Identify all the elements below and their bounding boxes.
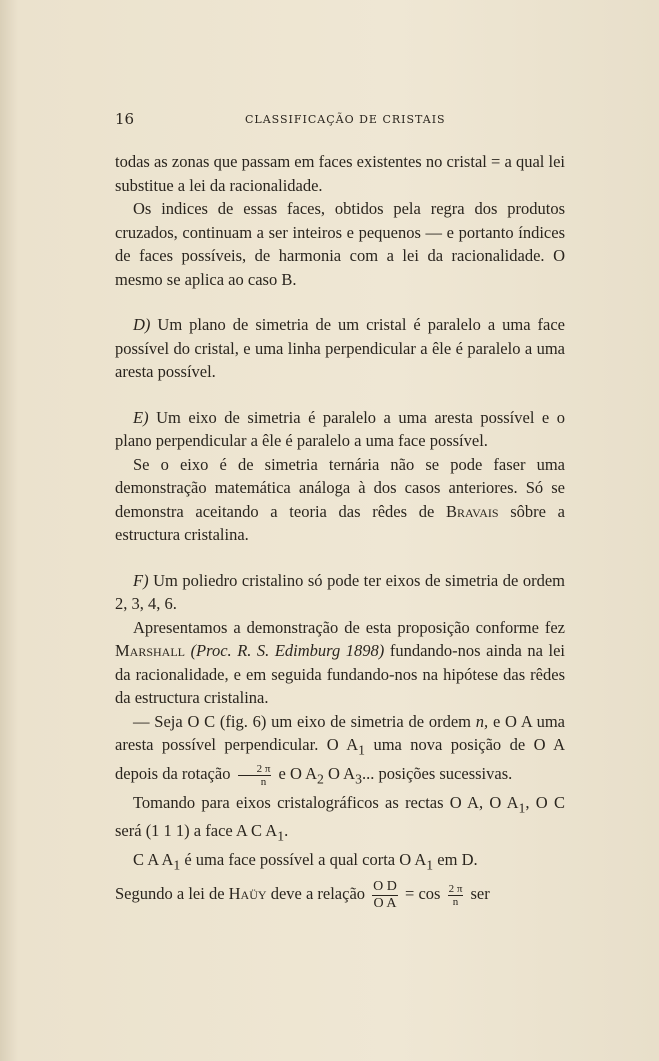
- paragraph-text: é uma face possível a qual corta O A: [184, 850, 427, 870]
- subscript: 1: [518, 799, 526, 815]
- paragraph-11: [115, 877, 565, 912]
- paragraph-text: ser: [470, 883, 490, 903]
- paragraph-text: e O A: [278, 763, 318, 783]
- subscript: 1: [173, 857, 181, 873]
- proposition-label: D): [133, 315, 151, 334]
- author-name: Marshall: [115, 641, 186, 660]
- paragraph-text: Um poliedro cristalino só pode ter eixos de simetria de ordem 2, 3, 4, 6.: [115, 570, 566, 613]
- paragraph-2: [115, 197, 565, 291]
- subscript: 2: [317, 771, 324, 787]
- paragraph-10: [115, 848, 565, 877]
- paragraph-text: , O C será (1 1 1) a face A C A: [115, 792, 565, 841]
- paragraph-text: O A: [328, 763, 356, 783]
- paragraph-text: = cos: [405, 883, 441, 903]
- subscript: 1: [277, 828, 285, 844]
- citation: (Proc. R. S. Edimburg 1898): [190, 641, 385, 660]
- paragraph-1: [115, 150, 565, 197]
- paragraph-9: [115, 791, 565, 849]
- rotation-fraction: [238, 763, 272, 788]
- fraction-denominator: O A: [373, 895, 397, 911]
- subscript: 3: [355, 771, 362, 787]
- paragraph-text: ... posições sucessivas.: [361, 763, 513, 783]
- proposition-label: F): [133, 570, 149, 590]
- fraction-numerator: 2 π: [238, 763, 272, 776]
- proposition-label: E): [133, 407, 149, 427]
- subscript: 1: [426, 857, 434, 873]
- paragraph-5: [115, 453, 565, 547]
- page-header: [0, 110, 659, 134]
- paragraph-text: Segundo a lei de: [115, 883, 225, 903]
- ratio-fraction: [372, 879, 398, 912]
- angle-fraction: [448, 883, 464, 908]
- author-name: Bravais: [445, 501, 499, 521]
- page-number: 16: [115, 110, 135, 128]
- author-name: Haüy: [228, 883, 267, 903]
- running-head: CLASSIFICAÇÃO DE CRISTAIS: [245, 113, 446, 126]
- paragraph-text: Os indices de essas faces, obtidos pela regra dos produtos cruzados, continuam a ser inteiros e pequenos — e portanto índices de faces possíveis, de harmonia com a lei da racionalidade. O mesmo se aplica ao caso B.: [115, 199, 565, 289]
- paragraph-text: C A A: [133, 850, 174, 870]
- paragraph-text: Se o eixo é de simetria ternária não se pode faser uma demonstração matemática análoga à dos casos anteriores. Só se demonstra aceitando a teoria das rêdes de: [115, 454, 565, 521]
- paragraph-text: sôbre a estructura cristalina.: [115, 501, 565, 544]
- fraction-numerator: 2 π: [448, 882, 463, 895]
- fraction-denominator: n: [452, 895, 459, 908]
- paragraph-text: Um plano de simetria de um cristal é paralelo a uma face possível do cristal, e uma linha perpendicular a êle é paralelo a uma aresta possível.: [115, 315, 565, 381]
- paragraph-text: .: [284, 821, 289, 841]
- paragraph-text: e O A uma aresta possível perpendicular. O A: [115, 711, 566, 754]
- paragraph-text: — Seja O C (fig. 6) um eixo de simetria de ordem: [133, 711, 471, 731]
- paragraph-text: em D.: [437, 850, 478, 870]
- paragraph-text: Tomando para eixos cristalográficos as rectas O A, O A: [133, 792, 519, 812]
- body-text: [115, 150, 565, 912]
- proposition-f: [115, 569, 565, 616]
- fraction-numerator: O D: [373, 878, 397, 894]
- proposition-d: [115, 313, 565, 384]
- fraction-denominator: n: [260, 775, 267, 788]
- proposition-e: [115, 406, 565, 453]
- paragraph-text: fundando-nos ainda na lei da racionalidade, e em seguida fundando-nos na hipótese das rêdes da estructura cristalina.: [115, 641, 566, 707]
- paragraph-8: [115, 710, 565, 791]
- paragraph-text: Um eixo de simetria é paralelo a uma aresta possível e o plano perpendicular a êle é paralelo a uma face possível.: [115, 407, 566, 450]
- paragraph-text: Apresentamos a demonstração de esta proposição conforme fez: [133, 617, 565, 637]
- paragraph-text: todas as zonas que passam em faces existentes no cristal = a qual lei substitue a lei da racionalidade.: [115, 152, 565, 195]
- subscript: 1: [358, 742, 365, 758]
- paragraph-text: deve a relação: [270, 883, 366, 903]
- paragraph-7: [115, 616, 565, 710]
- variable-n: n,: [475, 711, 489, 731]
- paragraph-text: uma nova posição de O A depois da rotação: [115, 735, 565, 783]
